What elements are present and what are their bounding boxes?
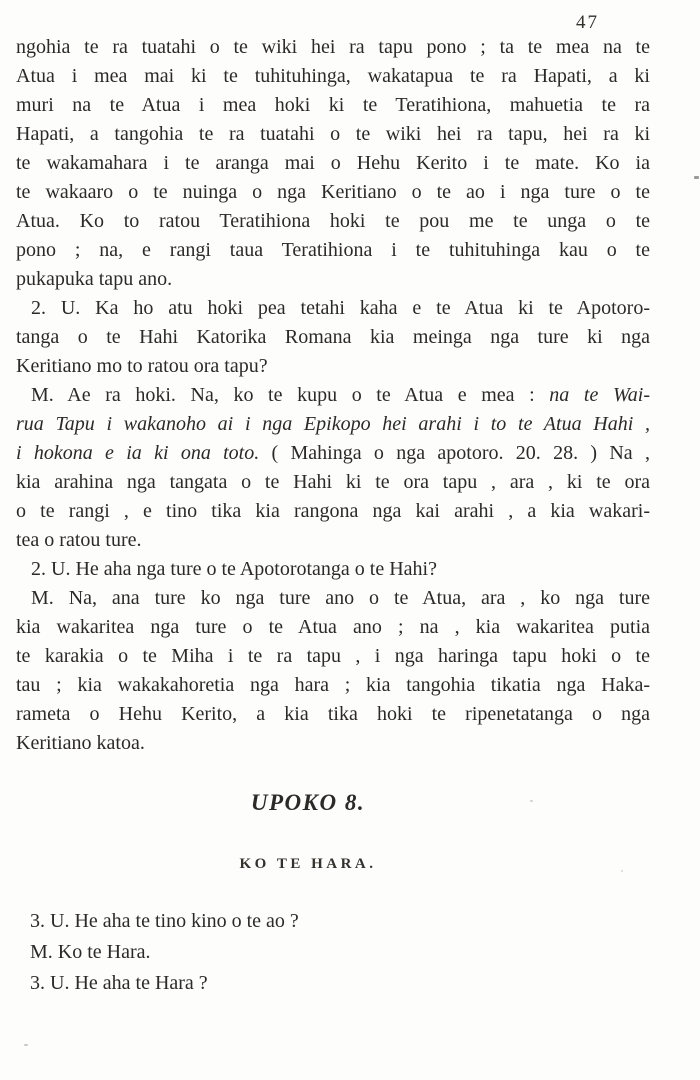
text-line: 3. U. He aha te tino kino o te ao ? [30, 910, 299, 932]
text-line: te karakia o te Miha i te ra tapu , i nga haringa tapu hoki o te [16, 645, 650, 667]
scan-speck [694, 176, 699, 179]
text-line: ngohia te ra tuatahi o te wiki hei ra tapu pono ; ta te mea na te [16, 36, 650, 58]
scan-speck [24, 1044, 28, 1046]
text-line: te wakaaro o te nuinga o nga Keritiano o te ao i nga ture o te [16, 181, 650, 203]
text-line: 3. U. He aha te Hara ? [30, 972, 208, 994]
text-line: i hokona e ia ki ona toto. ( Mahinga o nga apotoro. 20. 28. ) Na , [16, 442, 650, 464]
text-line: pukapuka tapu ano. [16, 268, 173, 290]
body-text [16, 33, 650, 758]
text-line: Atua. Ko to ratou Teratihiona hoki te pou me te unga o te [16, 210, 650, 232]
text-line: muri na te Atua i mea hoki ki te Teratihiona, mahuetia te ra [16, 94, 650, 116]
section-heading: KO TE HARA. [239, 856, 377, 872]
qa-block [30, 906, 650, 999]
text-line: Keritiano mo to ratou ora tapu? [16, 355, 268, 377]
text-line: Atua i mea mai ki te tuhituhinga, wakatapua te ra Hapati, a ki [16, 65, 650, 87]
text-line: rameta o Hehu Kerito, a kia tika hoki te ripenetatanga o nga [16, 703, 650, 725]
text-line: 2. U. He aha nga ture o te Apotorotanga o te Hahi? [31, 558, 437, 580]
text-line: pono ; na, e rangi taua Teratihiona i te tuhituhinga kau o te [16, 239, 650, 261]
text-line: kia arahina nga tangata o te Hahi ki te ora tapu , ara , ki te ora [16, 471, 650, 493]
text-line: tau ; kia wakakahoretia nga hara ; kia tangohia tikatia nga Haka- [16, 674, 650, 696]
text-line: o te rangi , e tino tika kia rangona nga kai arahi , a kia wakari- [16, 500, 650, 522]
text-line: Keritiano katoa. [16, 732, 145, 754]
text-line: kia wakaritea nga ture o te Atua ano ; na , kia wakaritea putia [16, 616, 650, 638]
page-number: 47 [576, 12, 599, 33]
text-line: tanga o te Hahi Katorika Romana kia meinga nga ture ki nga [16, 326, 650, 348]
scan-speck [621, 870, 623, 872]
text-line: 2. U. Ka ho atu hoki pea tetahi kaha e te Atua ki te Apotoro- [31, 297, 650, 319]
text-line: M. Na, ana ture ko nga ture ano o te Atua, ara , ko nga ture [31, 587, 650, 609]
text-line: M. Ko te Hara. [30, 941, 151, 963]
text-line: Hapati, a tangohia te ra tuatahi o te wiki hei ra tapu, hei ra ki [16, 123, 650, 145]
text-line: tea o ratou ture. [16, 529, 142, 551]
text-line: M. Ae ra hoki. Na, ko te kupu o te Atua e mea : na te Wai- [31, 384, 650, 406]
text-line: rua Tapu i wakanoho ai i nga Epikopo hei arahi i to te Atua Hahi , [16, 413, 650, 435]
text-line: te wakamahara i te aranga mai o Hehu Kerito i te mate. Ko ia [16, 152, 650, 174]
scan-speck [530, 800, 533, 802]
chapter-heading: UPOKO 8. [250, 790, 366, 815]
